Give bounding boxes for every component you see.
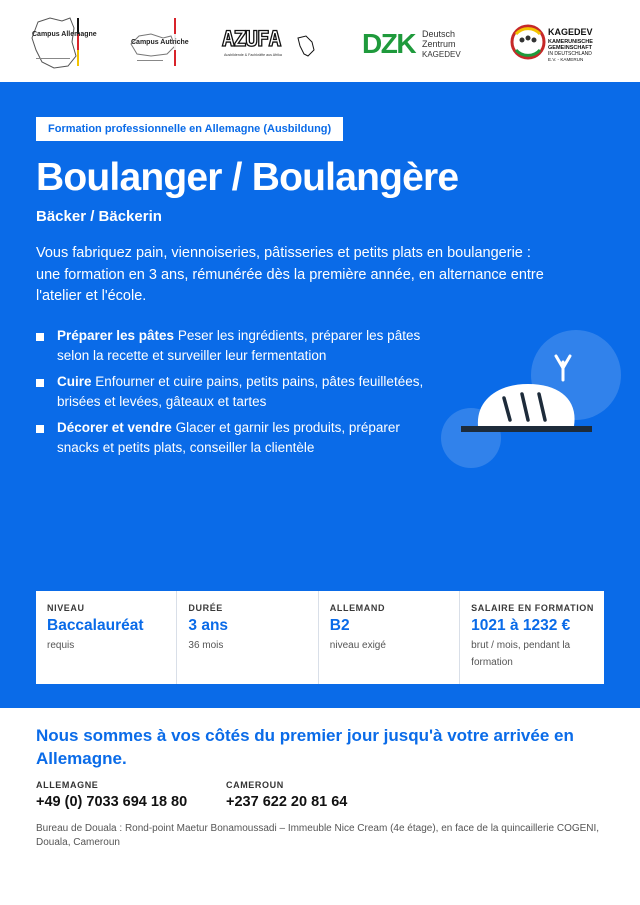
card-note: requis xyxy=(47,640,75,651)
task-description: Enfourner et cuire pains, petits pains, pâtes feuilletées, brisées et levées, gâteaux et tartes xyxy=(57,374,424,409)
dzk-line-2: Zentrum xyxy=(422,39,456,49)
campus-allemagne-logo xyxy=(28,14,97,70)
dzk-line-3: KAGEDEV xyxy=(422,50,461,59)
info-cards xyxy=(36,591,604,684)
contact-cameroon xyxy=(226,780,347,810)
task-name: Cuire xyxy=(57,374,92,389)
card-label: DURÉE xyxy=(188,603,223,613)
dzk-text: DZK xyxy=(362,28,416,59)
task-name: Préparer les pâtes xyxy=(57,328,175,343)
task-name: Décorer et vendre xyxy=(57,420,172,435)
hero-section xyxy=(0,82,640,708)
card-label: NIVEAU xyxy=(47,603,85,613)
campus-autriche-logo xyxy=(125,14,187,70)
program-tag: Formation professionnelle en Allemagne (Ausbildung) xyxy=(36,117,343,141)
kagedev-line-2: GEMEINSCHAFT xyxy=(548,45,592,51)
card-note: 36 mois xyxy=(188,640,224,651)
page-title: Boulanger / Boulangère xyxy=(36,156,459,199)
card-note: niveau exigé xyxy=(329,640,386,651)
card-label: SALAIRE EN FORMATION xyxy=(471,603,595,613)
azufa-logo xyxy=(220,14,320,70)
contact-label: CAMEROUN xyxy=(226,780,284,790)
card-note: brut / mois, pendant la formation xyxy=(471,640,571,668)
azufa-tagline: Ausbildende & Fachkräfte aus Afrika xyxy=(224,53,282,57)
azufa-text: AZUFA xyxy=(222,27,281,51)
task-item xyxy=(36,372,436,411)
info-card-german xyxy=(319,591,460,684)
campus-autriche-text: Campus Autriche xyxy=(131,39,189,46)
task-list xyxy=(36,326,436,464)
logo-header xyxy=(0,0,640,82)
dzk-line-1: Deutsch xyxy=(422,29,456,39)
task-item xyxy=(36,326,436,365)
kagedev-line-1: KAMERUNISCHE xyxy=(548,39,593,45)
kagedev-line-3: IN DEUTSCHLAND xyxy=(548,51,592,57)
card-value: 1021 à 1232 € xyxy=(471,617,571,634)
info-card-salary xyxy=(460,591,604,684)
campus-allemagne-text: Campus Allemagne xyxy=(32,31,97,38)
contact-label: ALLEMAGNE xyxy=(36,780,99,790)
task-description: Glacer et garnir les produits, préparer snacks et petits plats, conseiller la clientèle xyxy=(57,420,400,455)
square-bullet-icon xyxy=(36,425,44,433)
phone-number[interactable]: +237 622 20 81 64 xyxy=(226,794,348,810)
info-card-level xyxy=(36,591,177,684)
kagedev-line-4: E.V. - KAMERUN xyxy=(548,57,584,62)
office-address: Bureau de Douala : Rond-point Maetur Bonamoussadi – Immeuble Nice Cream (4e étage), en face de la quincaillerie COGENI, Douala, Cameroun xyxy=(36,823,600,848)
dzk-logo xyxy=(362,14,466,70)
german-title: Bäcker / Bäckerin xyxy=(36,208,162,225)
square-bullet-icon xyxy=(36,379,44,387)
contact-germany xyxy=(36,780,187,810)
card-value: Baccalauréat xyxy=(47,617,144,634)
phone-number[interactable]: +49 (0) 7033 694 18 80 xyxy=(36,794,188,810)
bread-illustration xyxy=(438,330,628,476)
support-headline: Nous sommes à vos côtés du premier jour jusqu'à votre arrivée en Allemagne. xyxy=(36,726,574,768)
intro-text: Vous fabriquez pain, viennoiseries, pâtisseries et petits plats en boulangerie : une formation en 3 ans, rémunérée dès la première année, en alternance entre l'atelier et l'école. xyxy=(36,245,544,304)
card-label: ALLEMAND xyxy=(329,603,386,613)
kagedev-logo xyxy=(508,14,610,70)
square-bullet-icon xyxy=(36,333,44,341)
card-value: 3 ans xyxy=(188,617,229,634)
kagedev-text: KAGEDEV xyxy=(548,27,593,37)
task-description: Peser les ingrédients, préparer les pâtes selon la recette et surveiller leur fermentation xyxy=(57,328,421,363)
card-value: B2 xyxy=(329,617,350,634)
info-card-duration xyxy=(177,591,318,684)
task-item xyxy=(36,418,436,457)
